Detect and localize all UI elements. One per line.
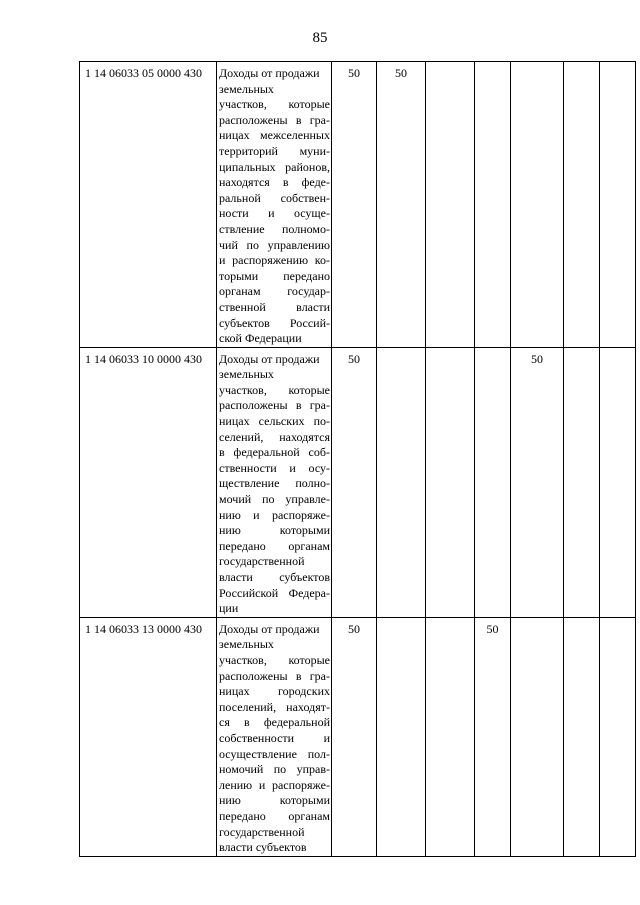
- amount-cell: 50: [332, 617, 377, 856]
- revenue-description: [217, 62, 332, 348]
- description-line: осуществление пол-: [219, 746, 330, 761]
- amount-cell: [377, 347, 426, 617]
- amount-cell: [475, 347, 511, 617]
- description-line: чий по управлению: [219, 237, 330, 252]
- amount-cell: 50: [511, 347, 564, 617]
- description-line: расположены в гра-: [219, 112, 330, 127]
- description-line: ся в федеральной: [219, 715, 330, 730]
- description-line: власти субъектов: [219, 840, 307, 855]
- description-line: земельных: [219, 367, 274, 382]
- description-line: селений, находятся: [219, 429, 330, 444]
- description-line: ствление полномо-: [219, 221, 330, 236]
- revenue-code: 1 14 06033 13 0000 430: [80, 617, 217, 856]
- amount-cell: 50: [377, 62, 426, 348]
- description-line: ципальных районов,: [219, 159, 330, 174]
- description-line: ральной собствен-: [219, 190, 330, 205]
- description-line: поселений, находят-: [219, 699, 330, 714]
- description-line: расположены в гра-: [219, 398, 330, 413]
- amount-cell: [511, 62, 564, 348]
- amount-cell: [564, 347, 600, 617]
- description-line: ской Федерации: [219, 331, 302, 346]
- description-line: ницах сельских по-: [219, 414, 330, 429]
- page-number: 85: [312, 30, 328, 46]
- description-line: ственной власти: [219, 299, 330, 314]
- description-line: Доходы от продажи: [219, 621, 320, 636]
- description-line: Доходы от продажи: [219, 351, 320, 366]
- description-line: ницах межселенных: [219, 128, 330, 143]
- amount-cell: [564, 62, 600, 348]
- description-line: власти субъектов: [219, 570, 330, 584]
- description-line: Доходы от продажи: [219, 66, 320, 80]
- description-line: торыми передано: [219, 268, 330, 283]
- table-row: [80, 62, 636, 348]
- amount-cell: 50: [332, 62, 377, 348]
- description-line: мочий по управле-: [219, 492, 330, 507]
- amount-cell: [475, 62, 511, 348]
- revenue-code: 1 14 06033 05 0000 430: [80, 62, 217, 348]
- description-line: передано органам: [219, 808, 330, 823]
- description-line: нию которыми: [219, 793, 330, 808]
- revenue-table: [79, 61, 636, 857]
- revenue-description: [217, 347, 332, 617]
- description-line: находятся в феде-: [219, 175, 330, 190]
- description-line: лению и распоряже-: [219, 777, 330, 792]
- description-line: ществление полно-: [219, 476, 330, 491]
- description-line: номочий по управ-: [219, 762, 330, 777]
- description-line: территорий муни-: [219, 143, 330, 158]
- description-line: земельных: [219, 637, 274, 652]
- amount-cell: [600, 62, 636, 348]
- amount-cell: [426, 62, 475, 348]
- amount-cell: [511, 617, 564, 856]
- description-line: участков, которые: [219, 382, 330, 397]
- description-line: нию и распоряже-: [219, 507, 330, 522]
- description-line: ности и осуще-: [219, 206, 330, 221]
- amount-cell: 50: [475, 617, 511, 856]
- description-line: ницах городских: [219, 684, 330, 699]
- amount-cell: [377, 617, 426, 856]
- description-line: Российской Федера-: [219, 585, 330, 600]
- description-line: в федеральной соб-: [219, 445, 330, 460]
- amount-cell: [564, 617, 600, 856]
- description-line: нию которыми: [219, 523, 330, 538]
- description-line: органам государ-: [219, 284, 330, 299]
- amount-cell: [426, 617, 475, 856]
- amount-cell: [600, 347, 636, 617]
- description-line: государственной: [219, 554, 305, 569]
- description-line: ственности и осу-: [219, 460, 330, 475]
- amount-cell: [426, 347, 475, 617]
- description-line: ции: [219, 601, 239, 616]
- table-body: [80, 62, 636, 857]
- revenue-code: 1 14 06033 10 0000 430: [80, 347, 217, 617]
- amount-cell: 50: [332, 347, 377, 617]
- description-line: передано органам: [219, 538, 330, 553]
- table-row: [80, 617, 636, 856]
- description-line: земельных: [219, 81, 274, 96]
- revenue-description: [217, 617, 332, 856]
- table-row: [80, 347, 636, 617]
- description-line: участков, которые: [219, 652, 330, 667]
- description-line: собственности и: [219, 730, 330, 745]
- description-line: государственной: [219, 824, 305, 839]
- description-line: и распоряжению ко-: [219, 253, 330, 268]
- description-line: субъектов Россий-: [219, 315, 330, 330]
- description-line: расположены в гра-: [219, 668, 330, 683]
- amount-cell: [600, 617, 636, 856]
- description-line: участков, которые: [219, 97, 330, 112]
